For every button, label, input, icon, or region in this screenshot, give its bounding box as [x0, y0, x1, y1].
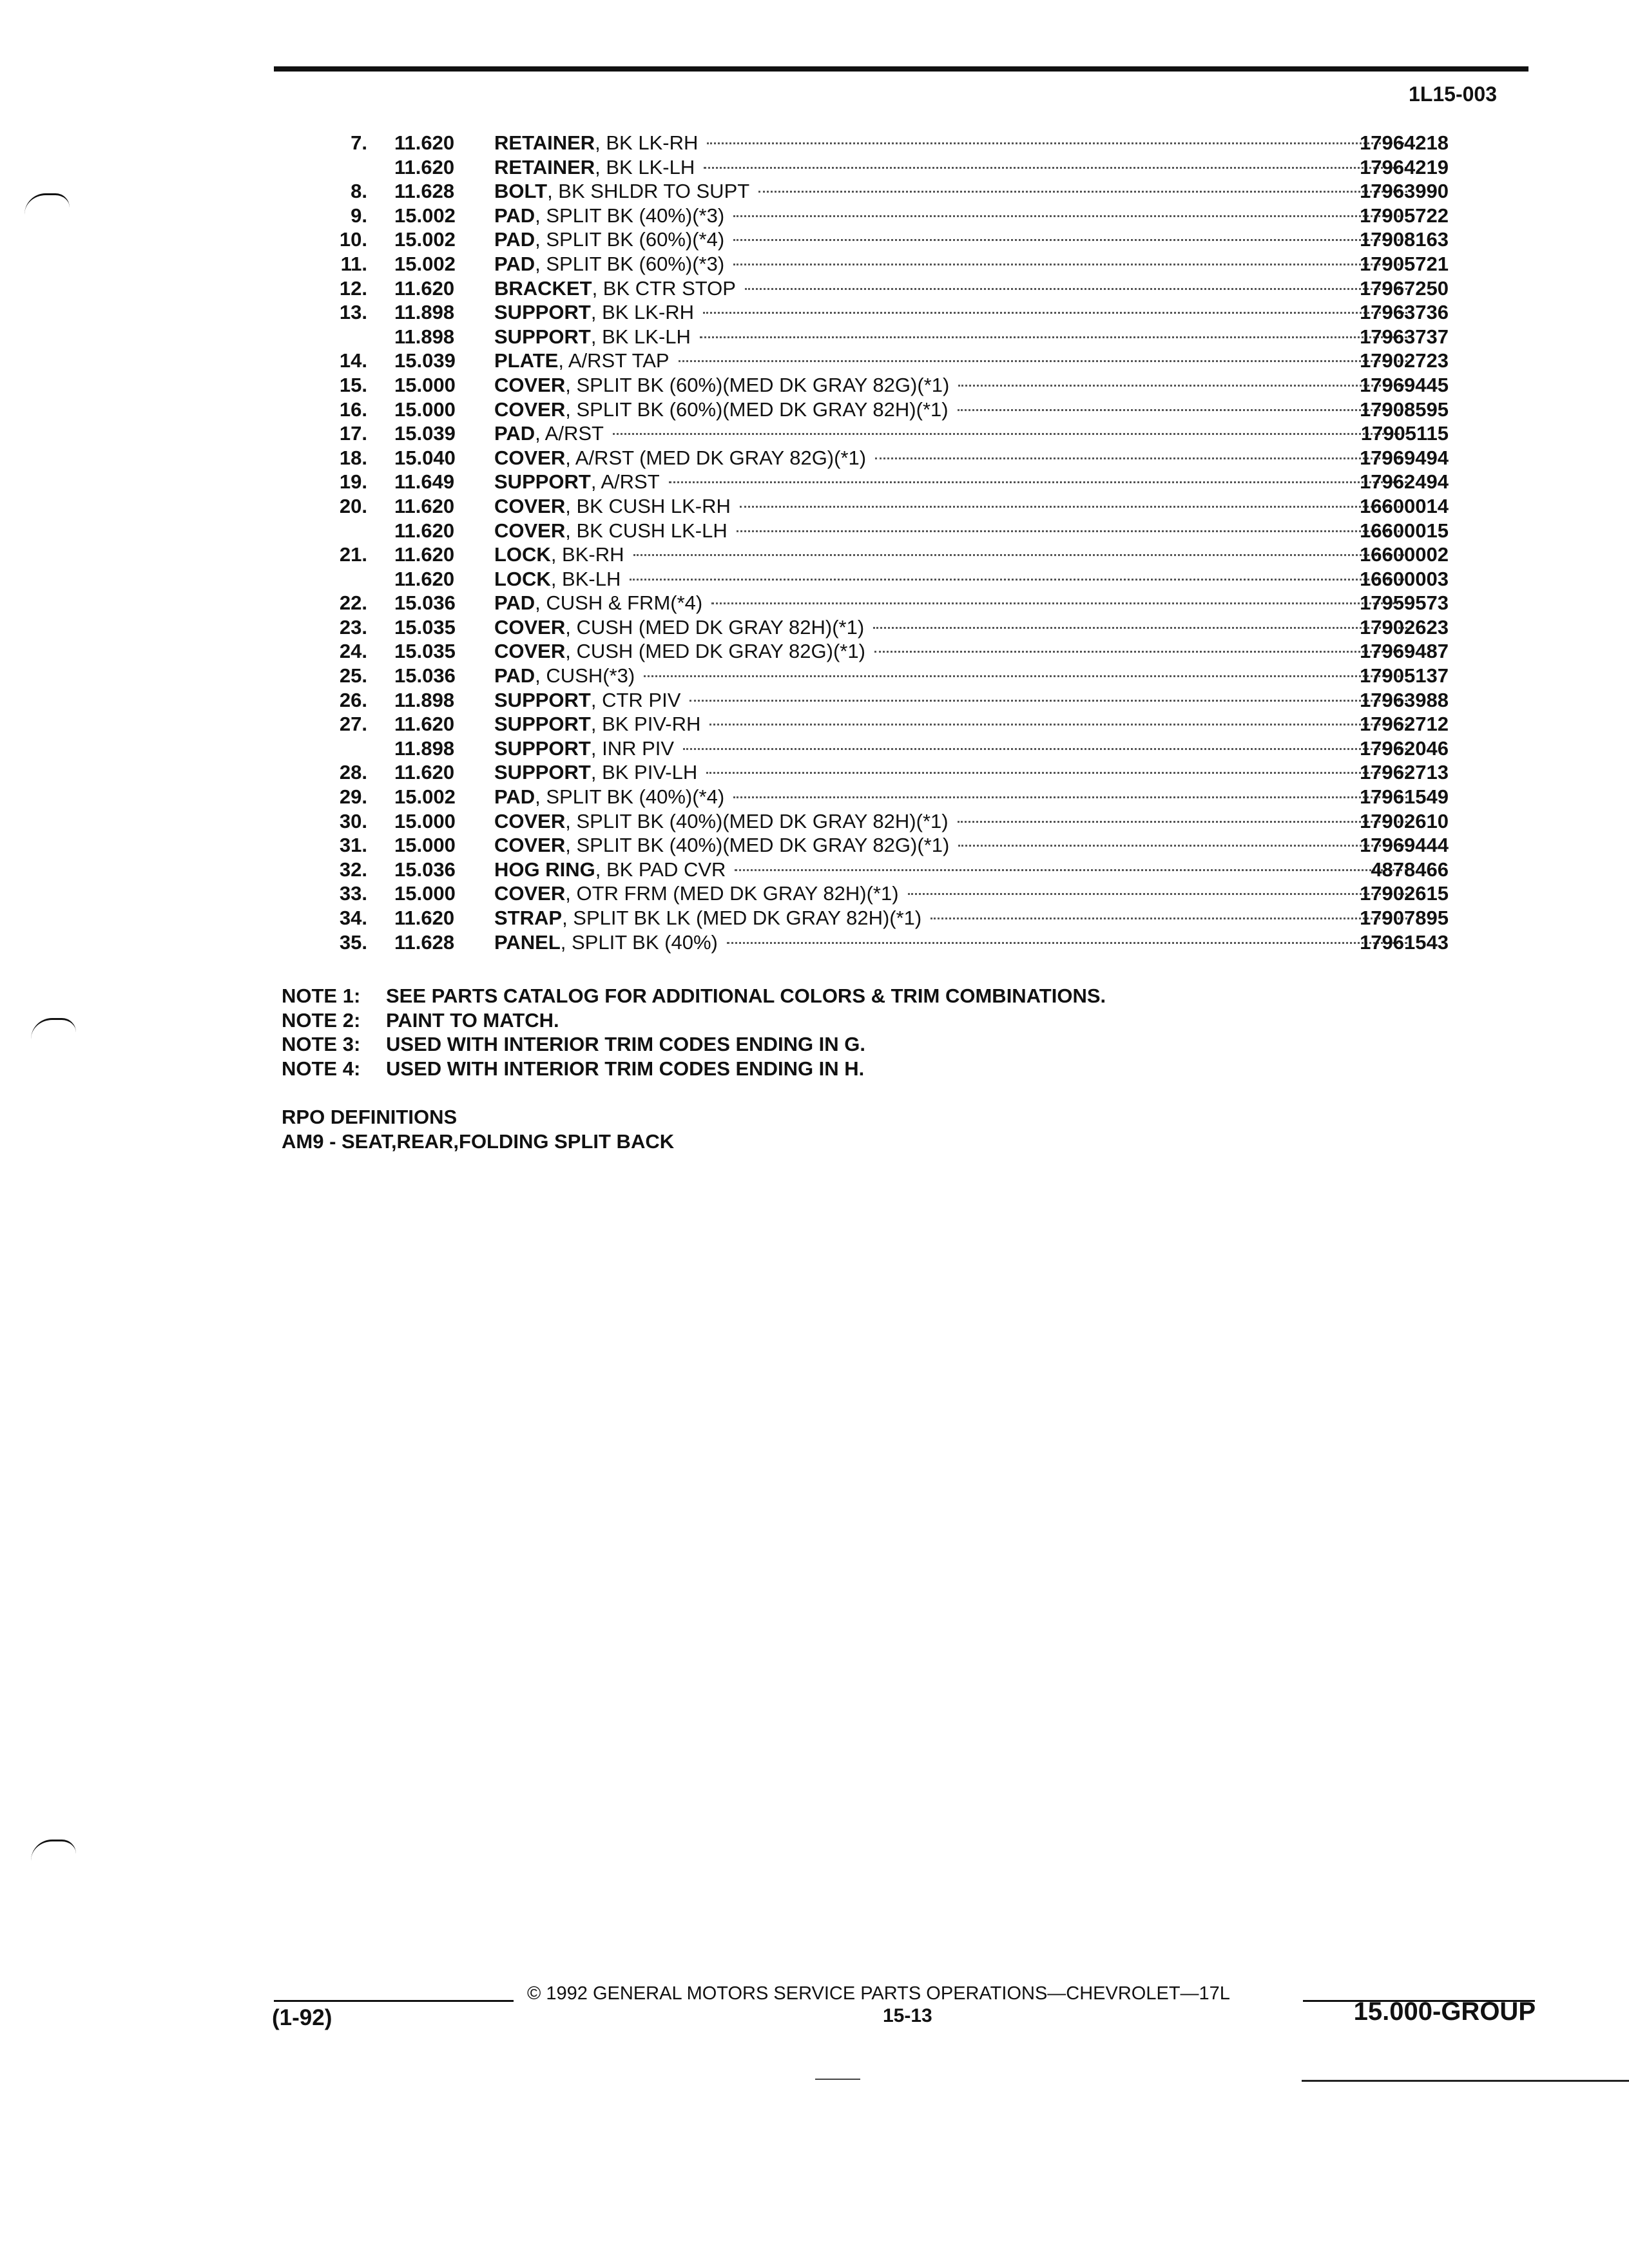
part-detail: , BK CUSH LK-RH [565, 494, 731, 517]
part-detail: , SPLIT BK (60%)(*3) [535, 252, 725, 275]
part-description [494, 398, 1411, 422]
item-number: 9. [351, 204, 367, 227]
dot-leader [958, 409, 1407, 411]
part-detail: , SPLIT BK (40%)(MED DK GRAY 82G)(*1) [565, 834, 950, 857]
part-row [0, 276, 1547, 301]
note-text: SEE PARTS CATALOG FOR ADDITIONAL COLORS & TRIM COMBINATIONS. [386, 985, 1106, 1007]
part-row [0, 252, 1547, 276]
part-number: 16600015 [1360, 519, 1449, 542]
item-number: 24. [339, 640, 367, 663]
part-name: PAD [494, 252, 535, 275]
part-detail: , SPLIT BK (40%)(MED DK GRAY 82H)(*1) [565, 809, 949, 832]
part-description [494, 446, 1411, 470]
group-number: 15.035 [394, 640, 456, 663]
part-row [0, 688, 1547, 713]
part-number: 17905721 [1360, 252, 1449, 275]
item-number: 25. [339, 664, 367, 687]
part-description [494, 881, 1411, 906]
dot-leader [700, 336, 1407, 338]
part-row [0, 349, 1547, 373]
part-name: BOLT [494, 180, 548, 203]
part-row [0, 204, 1547, 228]
part-description [494, 349, 1411, 373]
group-number: 15.036 [394, 664, 456, 687]
part-name: PAD [494, 204, 535, 227]
part-name: BRACKET [494, 276, 592, 300]
dot-leader [679, 360, 1407, 362]
item-number: 14. [339, 349, 367, 372]
group-number: 15.002 [394, 204, 456, 227]
part-number: 17902615 [1360, 882, 1449, 905]
note-text: USED WITH INTERIOR TRIM CODES ENDING IN G. [386, 1033, 866, 1055]
part-row [0, 519, 1547, 543]
part-detail: , BK PIV-LH [590, 761, 698, 784]
part-detail: , BK SHLDR TO SUPT [547, 180, 750, 203]
group-number: 11.620 [394, 519, 455, 542]
group-number: 11.620 [394, 276, 455, 300]
note-4 [282, 1057, 1106, 1081]
note-label: NOTE 2: [282, 1008, 361, 1032]
part-number: 17963736 [1360, 301, 1449, 324]
item-number: 18. [339, 446, 367, 469]
dot-leader [709, 724, 1407, 726]
parts-table [0, 131, 1547, 954]
part-description [494, 664, 1411, 688]
part-row [0, 155, 1547, 180]
part-name: COVER [494, 615, 566, 639]
item-number: 7. [351, 131, 367, 154]
group-number: 11.898 [394, 325, 455, 348]
part-row [0, 664, 1547, 688]
part-description [494, 760, 1411, 785]
part-detail: , SPLIT BK (60%)(MED DK GRAY 82H)(*1) [565, 398, 949, 421]
part-row [0, 300, 1547, 325]
group-number: 11.620 [394, 131, 455, 154]
punch-mark [31, 1840, 76, 1861]
footer-group: 15.000-GROUP [1353, 1997, 1536, 2026]
item-number: 21. [339, 543, 367, 566]
dot-leader [930, 918, 1407, 919]
part-name: COVER [494, 398, 566, 421]
group-number: 11.620 [394, 543, 455, 566]
group-number: 15.000 [394, 882, 456, 905]
part-name: STRAP [494, 907, 563, 929]
part-description [494, 252, 1411, 276]
item-number: 31. [339, 834, 367, 857]
part-description [494, 930, 1411, 955]
part-detail: , A/RST TAP [558, 349, 670, 372]
rpo-definitions [282, 1105, 674, 1153]
group-number: 15.002 [394, 252, 456, 275]
dot-leader [706, 772, 1407, 774]
part-row [0, 833, 1547, 858]
part-row [0, 325, 1547, 349]
item-number: 28. [339, 761, 367, 784]
group-number: 11.898 [394, 736, 455, 760]
part-description [494, 325, 1411, 349]
scan-edge-rule [1302, 2080, 1629, 2082]
rpo-definition: AM9 - SEAT,REAR,FOLDING SPLIT BACK [282, 1129, 675, 1153]
dot-leader [630, 579, 1407, 581]
part-name: COVER [494, 373, 566, 396]
part-number: 17963737 [1360, 325, 1449, 348]
part-name: PANEL [494, 930, 561, 954]
part-row [0, 227, 1547, 252]
note-2 [282, 1008, 1106, 1033]
rpo-heading: RPO DEFINITIONS [282, 1106, 458, 1128]
dot-leader [873, 627, 1407, 629]
group-number: 11.898 [394, 301, 455, 324]
part-number: 17902723 [1360, 349, 1449, 372]
item-number: 22. [339, 591, 367, 615]
item-number: 33. [339, 882, 367, 905]
part-row [0, 809, 1547, 834]
part-detail: , SPLIT BK (60%)(*4) [535, 228, 725, 251]
part-name: COVER [494, 882, 566, 905]
part-description [494, 227, 1411, 252]
part-description [494, 785, 1411, 809]
part-number: 17961549 [1360, 785, 1449, 809]
note-text: USED WITH INTERIOR TRIM CODES ENDING IN H. [386, 1057, 865, 1080]
part-number: 17962712 [1360, 713, 1449, 736]
note-label: NOTE 1: [282, 985, 361, 1007]
part-name: SUPPORT [494, 325, 591, 348]
part-name: RETAINER [494, 155, 595, 178]
part-name: SUPPORT [494, 301, 591, 324]
part-detail: , BK-LH [550, 567, 621, 590]
item-number: 32. [339, 858, 367, 881]
dot-leader [733, 215, 1407, 217]
note-label: NOTE 4: [282, 1057, 361, 1080]
part-number: 17905137 [1360, 664, 1449, 687]
part-name: COVER [494, 834, 566, 857]
part-number: 17969494 [1360, 446, 1449, 469]
dot-leader [737, 530, 1407, 532]
part-row [0, 179, 1547, 204]
group-number: 15.039 [394, 349, 456, 372]
part-name: PLATE [494, 349, 559, 372]
part-detail: , BK LK-RH [595, 131, 699, 154]
dot-leader [683, 748, 1407, 750]
part-detail: , BK LK-LH [590, 325, 691, 348]
part-name: COVER [494, 519, 566, 542]
note-label: NOTE 3: [282, 1033, 361, 1055]
group-number: 11.898 [394, 688, 455, 711]
item-number: 23. [339, 615, 367, 639]
dot-leader [689, 700, 1407, 702]
part-number: 17964219 [1360, 155, 1449, 178]
part-row [0, 712, 1547, 736]
part-row [0, 760, 1547, 785]
notes-section [282, 984, 1106, 1081]
group-number: 15.040 [394, 446, 456, 469]
part-number: 17963988 [1360, 688, 1449, 711]
part-number: 17905115 [1360, 422, 1449, 445]
part-name: PAD [494, 422, 535, 445]
part-description [494, 276, 1411, 301]
part-number: 17961543 [1360, 930, 1449, 954]
group-number: 11.649 [394, 470, 455, 494]
part-description [494, 906, 1411, 930]
part-number: 17908163 [1360, 228, 1449, 251]
note-1 [282, 984, 1106, 1008]
item-number: 17. [339, 422, 367, 445]
footer-date: (1-92) [272, 2005, 333, 2030]
part-number: 17905722 [1360, 204, 1449, 227]
part-number: 17969445 [1360, 373, 1449, 396]
part-description [494, 615, 1411, 640]
part-number: 16600014 [1360, 494, 1449, 517]
part-detail: , BK-RH [550, 543, 624, 566]
group-number: 11.620 [394, 907, 455, 929]
dot-leader [733, 796, 1407, 798]
part-row [0, 446, 1547, 470]
part-number: 17967250 [1360, 276, 1449, 300]
group-number: 11.628 [394, 930, 455, 954]
part-detail: , A/RST (MED DK GRAY 82G)(*1) [565, 446, 867, 469]
footer-rule-left [274, 2000, 514, 2002]
part-detail: , CUSH (MED DK GRAY 82G)(*1) [565, 640, 865, 663]
part-name: PAD [494, 785, 535, 809]
item-number: 29. [339, 785, 367, 809]
group-number: 15.039 [394, 422, 456, 445]
part-row [0, 639, 1547, 664]
part-name: LOCK [494, 543, 551, 566]
dot-leader [740, 506, 1407, 508]
part-row [0, 615, 1547, 640]
part-detail: , SPLIT BK (60%)(MED DK GRAY 82G)(*1) [565, 373, 950, 396]
group-number: 15.036 [394, 591, 456, 615]
dot-leader [735, 869, 1407, 871]
part-name: SUPPORT [494, 688, 591, 711]
part-row [0, 785, 1547, 809]
group-number: 15.036 [394, 858, 456, 881]
part-description [494, 833, 1411, 858]
part-row [0, 736, 1547, 761]
item-number: 15. [339, 373, 367, 396]
part-row [0, 543, 1547, 567]
group-number: 15.000 [394, 809, 456, 832]
group-number: 15.002 [394, 785, 456, 809]
group-number: 11.620 [394, 494, 455, 517]
part-row [0, 373, 1547, 398]
part-detail: , CUSH (MED DK GRAY 82H)(*1) [565, 615, 865, 639]
part-description [494, 809, 1411, 834]
part-name: SUPPORT [494, 470, 591, 494]
part-description [494, 155, 1411, 180]
part-number: 16600003 [1360, 567, 1449, 590]
part-name: RETAINER [494, 131, 595, 154]
dot-leader [707, 142, 1407, 144]
part-detail: , SPLIT BK (40%)(*4) [535, 785, 725, 809]
footer-copyright: © 1992 GENERAL MOTORS SERVICE PARTS OPERATIONS—CHEVROLET—17L [527, 1983, 1230, 2004]
part-description [494, 470, 1411, 494]
part-row [0, 470, 1547, 494]
part-row [0, 930, 1547, 955]
group-number: 15.000 [394, 834, 456, 857]
group-number: 11.620 [394, 761, 455, 784]
part-detail: , BK CUSH LK-LH [565, 519, 728, 542]
part-name: SUPPORT [494, 736, 591, 760]
part-detail: , BK PIV-RH [590, 713, 701, 736]
part-description [494, 204, 1411, 228]
part-name: COVER [494, 640, 566, 663]
part-name: PAD [494, 228, 535, 251]
part-detail: , BK LK-RH [590, 301, 695, 324]
dot-leader [703, 312, 1407, 314]
item-number: 19. [339, 470, 367, 494]
part-name: PAD [494, 664, 535, 687]
part-number: 17962713 [1360, 761, 1449, 784]
part-detail: , CUSH & FRM(*4) [535, 591, 703, 615]
part-description [494, 494, 1411, 519]
part-number: 17969487 [1360, 640, 1449, 663]
part-description [494, 131, 1411, 155]
item-number: 10. [339, 228, 367, 251]
part-description [494, 591, 1411, 615]
part-number: 17907895 [1360, 907, 1449, 929]
part-number: 17959573 [1360, 591, 1449, 615]
dot-leader [758, 191, 1407, 193]
part-row [0, 398, 1547, 422]
footer-page-number: 15-13 [883, 2005, 932, 2026]
dot-leader [875, 457, 1407, 459]
part-detail: , BK LK-LH [595, 155, 695, 178]
part-description [494, 373, 1411, 398]
part-row [0, 906, 1547, 930]
note-text: PAINT TO MATCH. [386, 1008, 559, 1032]
part-description [494, 543, 1411, 567]
scan-dash [815, 2079, 860, 2080]
dot-leader [874, 651, 1407, 653]
part-description [494, 688, 1411, 713]
item-number: 26. [339, 688, 367, 711]
item-number: 8. [351, 180, 367, 203]
item-number: 12. [339, 276, 367, 300]
dot-leader [958, 821, 1407, 823]
dot-leader [711, 602, 1407, 604]
part-description [494, 712, 1411, 736]
part-number: 16600002 [1360, 543, 1449, 566]
part-row [0, 858, 1547, 882]
dot-leader [704, 167, 1407, 169]
note-3 [282, 1032, 1106, 1057]
group-number: 15.000 [394, 398, 456, 421]
page-code: 1L15-003 [1409, 82, 1497, 106]
dot-leader [669, 481, 1407, 483]
part-number: 4878466 [1371, 858, 1449, 881]
part-number: 17969444 [1360, 834, 1449, 857]
part-description [494, 519, 1411, 543]
part-description [494, 421, 1411, 446]
part-row [0, 567, 1547, 591]
dot-leader [613, 433, 1407, 435]
dot-leader [633, 554, 1407, 556]
dot-leader [733, 239, 1407, 241]
group-number: 11.620 [394, 155, 455, 178]
part-number: 17908595 [1360, 398, 1449, 421]
part-detail: , CUSH(*3) [535, 664, 635, 687]
part-detail: , INR PIV [590, 736, 675, 760]
part-detail: , CTR PIV [590, 688, 681, 711]
part-name: PAD [494, 591, 535, 615]
part-number: 17962494 [1360, 470, 1449, 494]
part-name: SUPPORT [494, 713, 591, 736]
part-detail: , OTR FRM (MED DK GRAY 82H)(*1) [565, 882, 899, 905]
part-description [494, 858, 1411, 882]
dot-leader [958, 845, 1407, 847]
part-detail: , BK CTR STOP [592, 276, 736, 300]
part-detail: , A/RST [590, 470, 660, 494]
dot-leader [908, 893, 1407, 895]
part-row [0, 421, 1547, 446]
item-number: 27. [339, 713, 367, 736]
item-number: 20. [339, 494, 367, 517]
dot-leader [644, 675, 1407, 677]
part-name: COVER [494, 809, 566, 832]
part-row [0, 881, 1547, 906]
part-number: 17902623 [1360, 615, 1449, 639]
part-detail: , SPLIT BK (40%)(*3) [535, 204, 725, 227]
part-description [494, 736, 1411, 761]
item-number: 16. [339, 398, 367, 421]
part-number: 17902610 [1360, 809, 1449, 832]
part-row [0, 494, 1547, 519]
punch-mark [31, 1018, 76, 1039]
part-row [0, 591, 1547, 615]
part-description [494, 179, 1411, 204]
item-number: 13. [339, 301, 367, 324]
part-name: LOCK [494, 567, 551, 590]
group-number: 11.620 [394, 713, 455, 736]
group-number: 15.002 [394, 228, 456, 251]
part-detail: , SPLIT BK (40%) [560, 930, 718, 954]
part-name: COVER [494, 446, 566, 469]
part-detail: , A/RST [535, 422, 604, 445]
part-detail: , SPLIT BK LK (MED DK GRAY 82H)(*1) [562, 907, 922, 929]
group-number: 15.000 [394, 373, 456, 396]
item-number: 30. [339, 809, 367, 832]
item-number: 35. [339, 930, 367, 954]
part-row [0, 131, 1547, 155]
part-description [494, 567, 1411, 591]
item-number: 11. [340, 252, 367, 275]
part-detail: , BK PAD CVR [595, 858, 726, 881]
part-description [494, 300, 1411, 325]
group-number: 15.035 [394, 615, 456, 639]
part-number: 17964218 [1360, 131, 1449, 154]
header-rule [274, 66, 1528, 72]
part-name: HOG RING [494, 858, 595, 881]
dot-leader [733, 264, 1407, 265]
group-number: 11.628 [394, 180, 455, 203]
part-description [494, 639, 1411, 664]
part-number: 17963990 [1360, 180, 1449, 203]
part-name: COVER [494, 494, 566, 517]
dot-leader [745, 288, 1407, 290]
dot-leader [958, 385, 1407, 387]
group-number: 11.620 [394, 567, 455, 590]
part-number: 17962046 [1360, 736, 1449, 760]
part-name: SUPPORT [494, 761, 591, 784]
dot-leader [727, 942, 1407, 944]
item-number: 34. [339, 907, 367, 929]
